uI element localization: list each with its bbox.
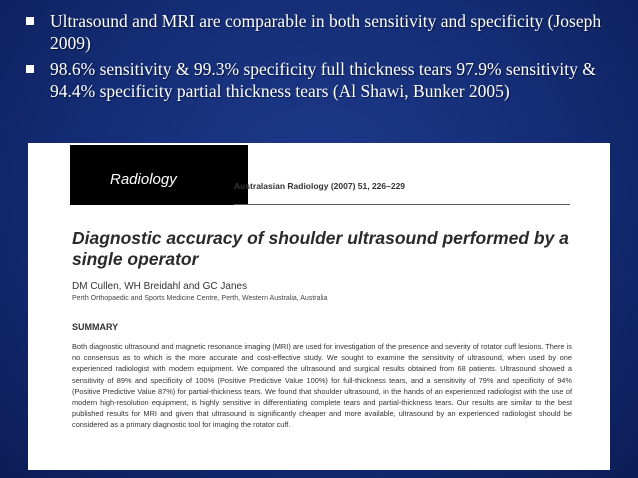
journal-logo bbox=[70, 145, 248, 205]
paper-title: Diagnostic accuracy of shoulder ultrasound performed by a single operator bbox=[72, 228, 569, 269]
bullet-list bbox=[26, 10, 632, 106]
bullet-text: Ultrasound and MRI are comparable in both sensitivity and specificity (Joseph 2009) bbox=[50, 11, 602, 53]
bullet-item bbox=[26, 58, 632, 102]
header-divider bbox=[234, 204, 570, 205]
bullet-item bbox=[26, 10, 632, 54]
bullet-text: 98.6% sensitivity & 99.3% specificity full thickness tears 97.9% sensitivity & 94.4% specificity partial thickness tears (Al Shawi, Bunker 2005) bbox=[50, 59, 596, 101]
journal-citation: Australasian Radiology (2007) 51, 226–229 bbox=[234, 181, 406, 191]
square-bullet-icon bbox=[26, 65, 34, 73]
journal-logo-text: Radiology bbox=[110, 171, 177, 188]
paper-authors: DM Cullen, WH Breidahl and GC Janes bbox=[72, 281, 248, 292]
summary-heading: SUMMARY bbox=[72, 322, 119, 332]
paper-excerpt-image bbox=[28, 143, 610, 470]
summary-text: Both diagnostic ultrasound and magnetic resonance imaging (MRI) are used for investigation of the presence and severity of rotator cuff lesions. There is no consensus as to which is the more accurate and cost-effective study. We sought to examine the sensitivity of ultrasound, when used by one experienced radiologist with modern equipment. We compared the ultrasound and surgical results obtained from 68 patients. Ultrasound showed a sensitivity of 89% and specificity of 100% (Positive Predictive Value 100%) for full-thickness tears, and a sensitivity of 79% and specificity of 94% (Positive Predictive Value 87%) for partial-thickness tears. We found that shoulder ultrasound, in the hands of an experienced radiologist with the use of modern high-resolution equipment, is highly sensitive in differentiating complete tears and partial-thickness tears. Our results are similar to the best published results for MRI and given that ultrasound is significantly cheaper and more available, ultrasound by an experienced radiologist should be considered as a primary diagnostic tool for imaging the rotator cuff. bbox=[72, 342, 572, 430]
square-bullet-icon bbox=[26, 17, 34, 25]
paper-affiliation: Perth Orthopaedic and Sports Medicine Centre, Perth, Western Australia, Australia bbox=[72, 295, 328, 302]
